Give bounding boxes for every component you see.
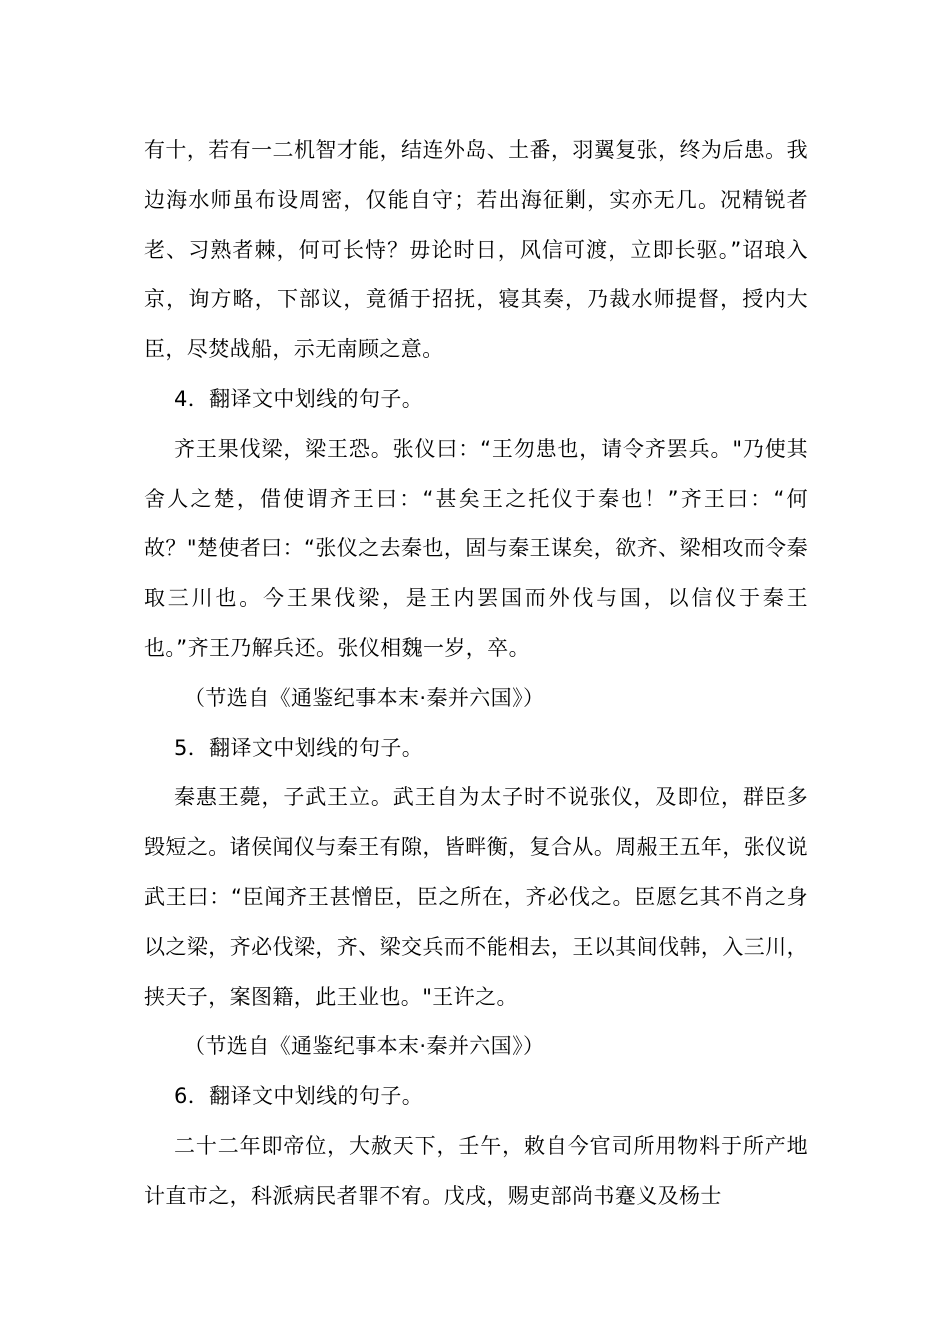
source-citation-1: （节选自《通鉴纪事本末·秦并六国》） [184,685,545,710]
question-6: 6．翻译文中划线的句子。 [174,1084,424,1109]
paragraph-qi-wang: 齐王果伐梁，梁王恐。张仪曰：“王勿患也，请令齐罢兵。"乃使其舍人之楚，借使谓齐王曰：“甚矣王之托仪于秦也！”齐王曰：“何故？"楚使者曰：“张仪之去秦也，固与秦王谋矣，欲齐、梁相攻而令秦取三川也。今王果伐梁，是王内罢国而外伐与国，以信仪于秦王也。”齐王乃解兵还。张仪相魏一岁，卒。 [144,436,808,660]
source-citation-2: （节选自《通鉴纪事本末·秦并六国》） [184,1034,545,1059]
document-body [144,126,808,1222]
paragraph-ershier-nian: 二十二年即帝位，大赦天下，壬午，敕自今官司所用物料于所产地计直市之，科派病民者罪不宥。戊戌，赐吏部尚书蹇义及杨士 [144,1133,808,1208]
question-5: 5．翻译文中划线的句子。 [174,735,424,760]
paragraph-continued: 有十，若有一二机智才能，结连外岛、土番，羽翼复张，终为后患。我边海水师虽布设周密，仅能自守；若出海征剿，实亦无几。况精锐者老、习熟者棘，何可长恃？毋论时日，风信可渡，立即长驱。”诏琅入京，询方略，下部议，竟循于招抚，寝其奏，乃裁水师提督，授内大臣，尽焚战船，示无南顾之意。 [144,138,808,362]
question-4: 4．翻译文中划线的句子。 [174,386,424,411]
paragraph-qin-hui-wang: 秦惠王薨，子武王立。武王自为太子时不说张仪，及即位，群臣多毁短之。诸侯闻仪与秦王有隙，皆畔衡，复合从。周赧王五年，张仪说武王曰：“臣闻齐王甚憎臣，臣之所在，齐必伐之。臣愿乞其不肖之身以之梁，齐必伐梁，齐、梁交兵而不能相去，王以其间伐韩，入三川，挟天子，案图籍，此王业也。"王许之。 [144,785,808,1009]
